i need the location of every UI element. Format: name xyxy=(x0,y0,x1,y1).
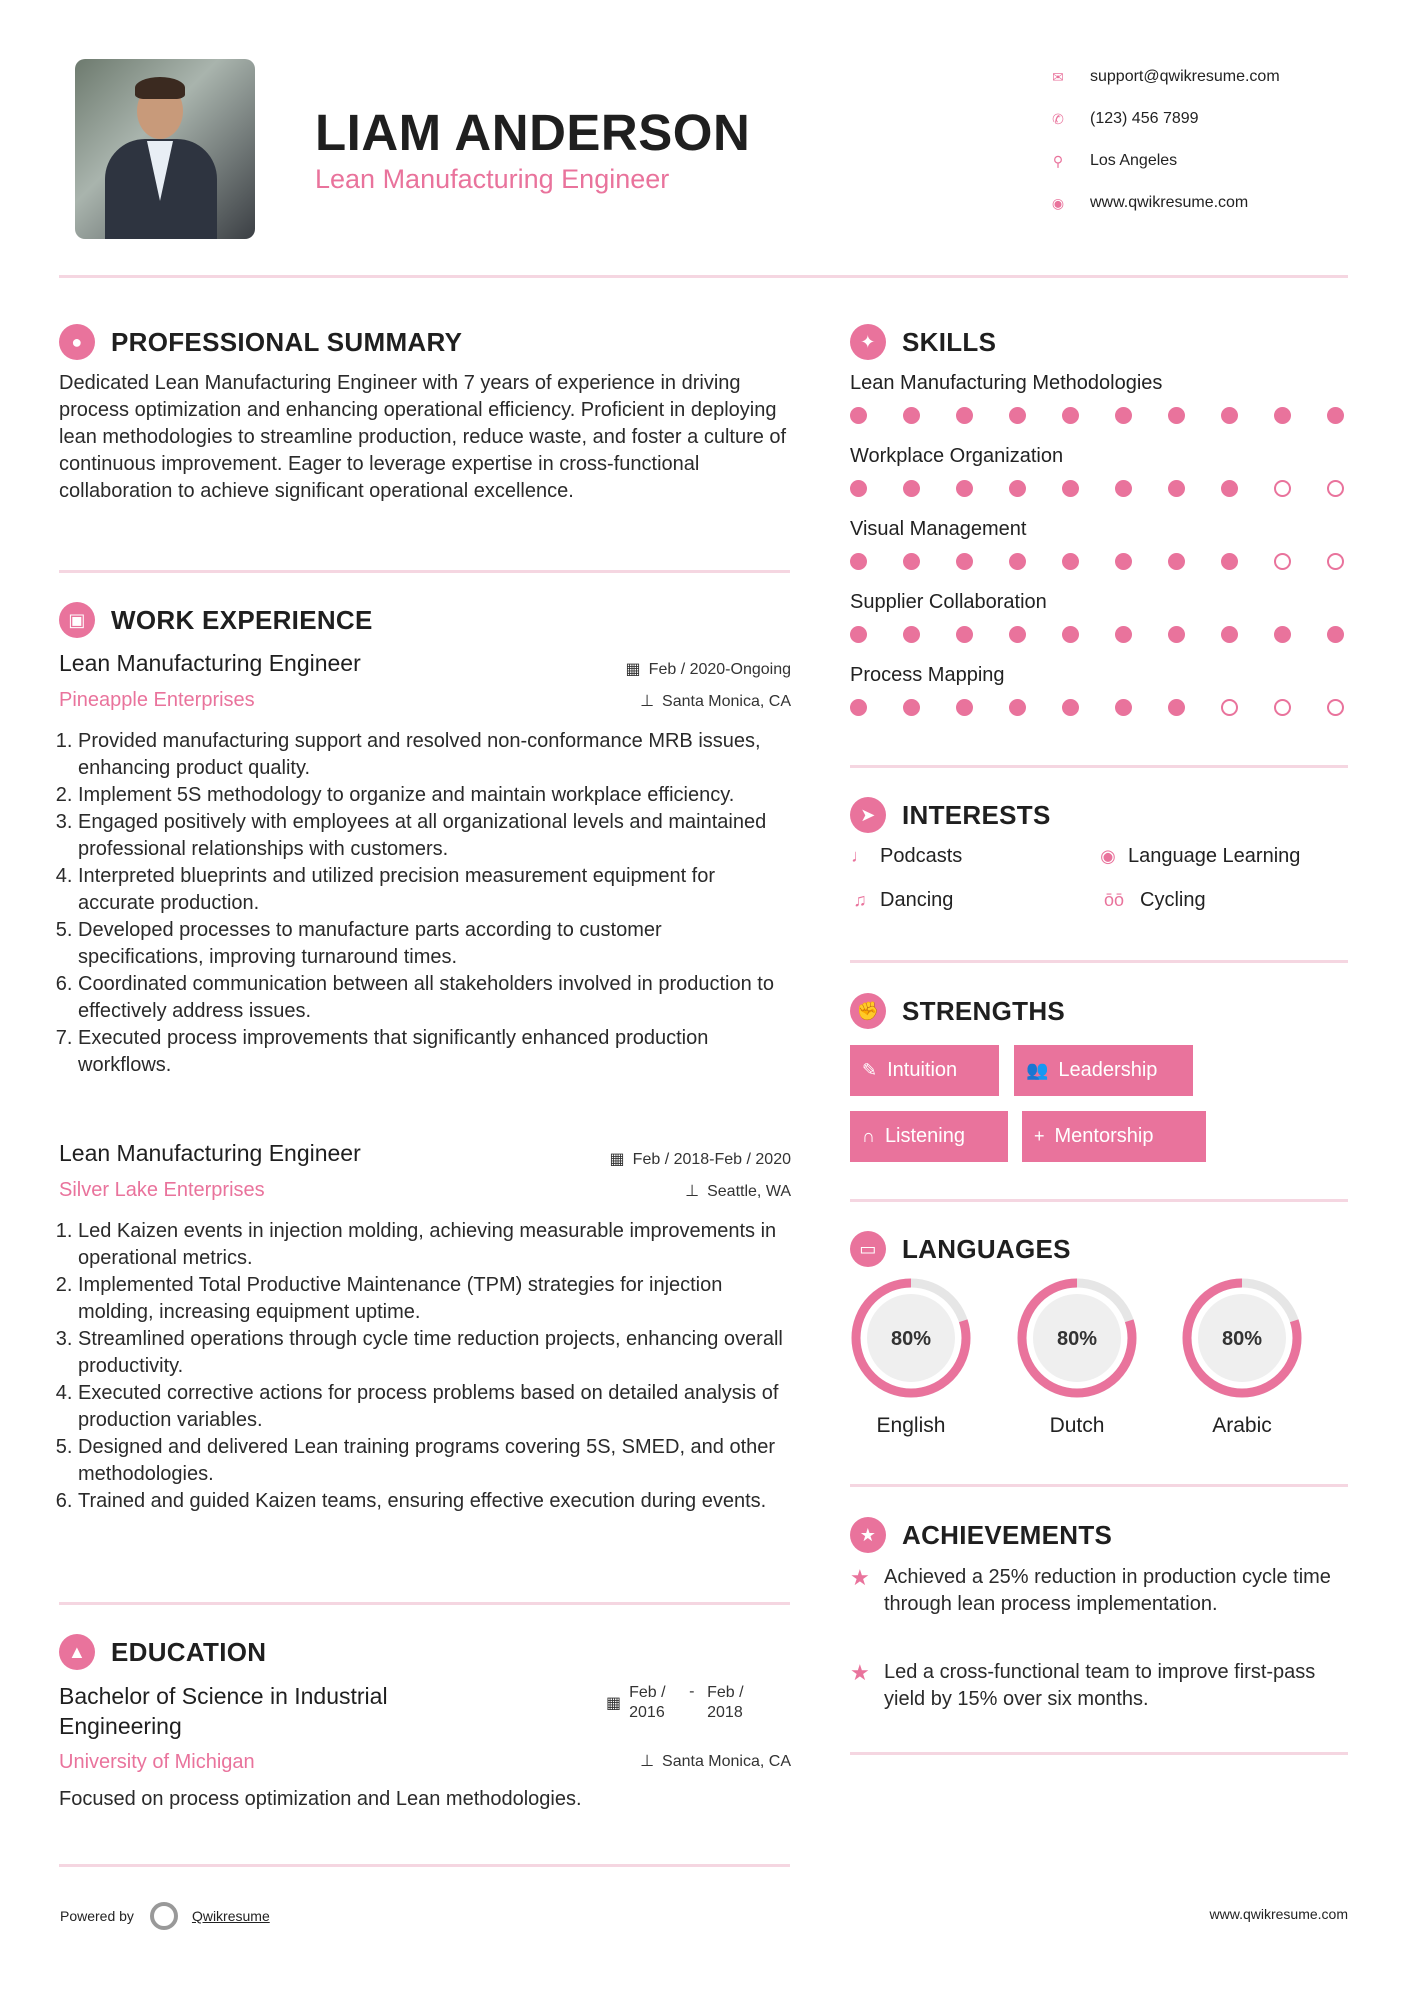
list-item: 7. Executed process improvements that significantly enhanced production workflows. xyxy=(78,1025,789,1079)
rating-dot-filled xyxy=(956,407,973,424)
rating-dot-empty xyxy=(1274,480,1291,497)
rating-dot-filled xyxy=(1115,699,1132,716)
pin-icon: ⊥ xyxy=(640,693,655,710)
rating-dot-empty xyxy=(1221,699,1238,716)
list-item: 4. Executed corrective actions for process problems based on detailed analysis of production variables. xyxy=(78,1380,789,1434)
footer-powered-by: Powered by Qwikresume xyxy=(60,1902,270,1930)
rating-dot-filled xyxy=(1274,407,1291,424)
rating-dot-filled xyxy=(850,699,867,716)
rating-dot-filled xyxy=(1115,553,1132,570)
footer-url[interactable]: www.qwikresume.com xyxy=(1209,1906,1348,1922)
job-responsibilities xyxy=(59,728,789,1079)
header-divider xyxy=(59,275,1348,278)
gauge-label: 80% xyxy=(1056,1328,1098,1350)
strengths-heading: ✊ STRENGTHS xyxy=(850,993,1065,1029)
strength-chip: ∩ Listening xyxy=(850,1111,1008,1162)
rating-dot-filled xyxy=(1221,626,1238,643)
magic-wand-icon: ✎ xyxy=(862,1060,878,1080)
rating-dot-filled xyxy=(956,626,973,643)
rating-dot-filled xyxy=(850,480,867,497)
rating-dot-filled xyxy=(850,626,867,643)
list-item: 5. Developed processes to manufacture parts according to customer specifications, improving turnaround times. xyxy=(78,917,789,971)
list-item: 2. Implement 5S methodology to organize and maintain workplace efficiency. xyxy=(78,782,789,809)
interest-item: ♩ Podcasts xyxy=(851,845,963,867)
languages-heading: ▭ LANGUAGES xyxy=(850,1231,1071,1267)
briefcase-icon: ▣ xyxy=(59,602,95,638)
user-plus-icon: + xyxy=(1034,1126,1045,1146)
skill-rating xyxy=(850,699,1344,716)
calendar-icon: ▦ xyxy=(609,1151,625,1168)
language-item xyxy=(1015,1276,1139,1438)
rating-dot-filled xyxy=(903,553,920,570)
star-badge-icon: ★ xyxy=(850,1517,886,1553)
list-item: 1. Provided manufacturing support and resolved non-conformance MRB issues, enhancing product quality. xyxy=(78,728,789,782)
language-item xyxy=(1180,1276,1304,1438)
rating-dot-filled xyxy=(903,699,920,716)
job-title: Lean Manufacturing Engineer xyxy=(59,650,361,676)
calendar-icon: ▦ xyxy=(625,661,641,678)
skill-rating xyxy=(850,553,1344,570)
rating-dot-empty xyxy=(1274,553,1291,570)
achievements-divider xyxy=(850,1752,1348,1755)
achievements-heading: ★ ACHIEVEMENTS xyxy=(850,1517,1112,1553)
rating-dot-filled xyxy=(1168,699,1185,716)
list-item: 6. Coordinated communication between all stakeholders involved in production to effectively address issues. xyxy=(78,971,789,1025)
strengths-divider xyxy=(850,1199,1348,1202)
degree-title: Bachelor of Science in Industrial Engineering xyxy=(59,1683,388,1739)
brand-link[interactable]: Qwikresume xyxy=(191,1908,270,1924)
rating-dot-filled xyxy=(1009,699,1026,716)
strength-chip: + Mentorship xyxy=(1022,1111,1206,1162)
rating-dot-filled xyxy=(1009,626,1026,643)
rating-dot-empty xyxy=(1327,553,1344,570)
rating-dot-filled xyxy=(1221,480,1238,497)
rating-dot-filled xyxy=(903,407,920,424)
rating-dot-filled xyxy=(1168,553,1185,570)
rating-dot-empty xyxy=(1274,699,1291,716)
experience-heading: ▣ WORK EXPERIENCE xyxy=(59,602,373,638)
headphones-icon: ∩ xyxy=(862,1126,875,1146)
interest-item: ◉ Language Learning xyxy=(1098,845,1300,868)
interest-item: ōō Cycling xyxy=(1098,889,1206,912)
strength-chip: 👥 Leadership xyxy=(1014,1045,1193,1096)
envelope-icon: ✉ xyxy=(1052,69,1064,85)
strength-chip: ✎ Intuition xyxy=(850,1045,999,1096)
lightbulb-icon: ✦ xyxy=(850,324,886,360)
language-gauge xyxy=(849,1276,973,1400)
job-company: Silver Lake Enterprises xyxy=(59,1179,265,1201)
list-item: 1. Led Kaizen events in injection molding, achieving measurable improvements in operational metrics. xyxy=(78,1218,789,1272)
education-dates: ▦ Feb / 2016 - Feb / 2018 xyxy=(606,1683,744,1721)
rating-dot-filled xyxy=(1062,626,1079,643)
contact-list xyxy=(1050,56,1280,224)
education-divider xyxy=(59,1864,790,1867)
rating-dot-filled xyxy=(1221,407,1238,424)
rating-dot-filled xyxy=(1009,553,1026,570)
job-responsibilities xyxy=(59,1218,789,1515)
job-dates: ▦ Feb / 2018-Feb / 2020 xyxy=(609,1151,791,1168)
gauge-label: 80% xyxy=(1221,1328,1263,1350)
language-item xyxy=(849,1276,973,1438)
language-name: Dutch xyxy=(1049,1414,1105,1437)
job-company: Pineapple Enterprises xyxy=(59,689,255,711)
skill-name: Visual Management xyxy=(850,518,1027,540)
summary-text: Dedicated Lean Manufacturing Engineer with 7 years of experience in driving process optimization and enhancing operational efficiency. Proficient in deploying lean methodologies to streamline production, reduce waste, and foster a culture of continuous improvement. Eager to leverage expertise in cross-functional collaboration to achieve significant operational excellence. xyxy=(59,372,787,502)
list-item: 3. Streamlined operations through cycle time reduction projects, enhancing overall productivity. xyxy=(78,1326,789,1380)
job-location: ⊥ Seattle, WA xyxy=(685,1183,791,1200)
skill-name: Workplace Organization xyxy=(850,445,1064,467)
globe-icon: ◉ xyxy=(1100,846,1116,866)
contact-location: ⚲ Los Angeles xyxy=(1050,140,1280,182)
skills-heading: ✦ SKILLS xyxy=(850,324,996,360)
skills-divider xyxy=(850,765,1348,768)
rating-dot-filled xyxy=(1168,407,1185,424)
music-note-icon: ♫ xyxy=(853,890,867,910)
candidate-role: Lean Manufacturing Engineer xyxy=(315,164,670,194)
summary-divider xyxy=(59,570,790,573)
rating-dot-filled xyxy=(1115,480,1132,497)
education-heading: ▲ EDUCATION xyxy=(59,1634,266,1670)
rating-dot-filled xyxy=(1221,553,1238,570)
language-gauge xyxy=(1180,1276,1304,1400)
rating-dot-filled xyxy=(1168,480,1185,497)
qwikresume-logo-icon xyxy=(150,1902,178,1930)
rating-dot-filled xyxy=(850,553,867,570)
summary-heading: ● PROFESSIONAL SUMMARY xyxy=(59,324,462,360)
job-title: Lean Manufacturing Engineer xyxy=(59,1140,361,1166)
fist-icon: ✊ xyxy=(850,993,886,1029)
experience-divider xyxy=(59,1602,790,1605)
rating-dot-filled xyxy=(1274,626,1291,643)
list-item: 5. Designed and delivered Lean training programs covering 5S, SMED, and other methodologies. xyxy=(78,1434,789,1488)
skill-rating xyxy=(850,407,1344,424)
rating-dot-filled xyxy=(1327,626,1344,643)
skill-name: Lean Manufacturing Methodologies xyxy=(850,372,1163,394)
pin-icon: ⊥ xyxy=(685,1183,700,1200)
gauge-label: 80% xyxy=(890,1328,932,1350)
contact-website[interactable]: ◉ www.qwikresume.com xyxy=(1051,194,1249,211)
star-icon: ★ xyxy=(850,1565,870,1590)
achievement-item: ★ Achieved a 25% reduction in production cycle time through lean process implementation. xyxy=(850,1564,1348,1618)
skill-rating xyxy=(850,626,1344,643)
rating-dot-filled xyxy=(1009,407,1026,424)
phone-icon: ✆ xyxy=(1052,111,1064,127)
skill-rating xyxy=(850,480,1344,497)
users-icon: 👥 xyxy=(1026,1060,1049,1080)
languages-divider xyxy=(850,1484,1348,1487)
language-name: Arabic xyxy=(1212,1414,1272,1437)
paper-plane-icon: ➤ xyxy=(850,797,886,833)
graduation-cap-icon: ▲ xyxy=(59,1634,95,1670)
rating-dot-filled xyxy=(1062,699,1079,716)
rating-dot-filled xyxy=(1327,407,1344,424)
language-card-icon: ▭ xyxy=(850,1231,886,1267)
list-item: 2. Implemented Total Productive Maintenance (TPM) strategies for injection molding, increasing equipment uptime. xyxy=(78,1272,789,1326)
list-item: 6. Trained and guided Kaizen teams, ensuring effective execution during events. xyxy=(78,1488,789,1515)
rating-dot-filled xyxy=(1115,407,1132,424)
education-location: ⊥ Santa Monica, CA xyxy=(640,1753,791,1770)
rating-dot-empty xyxy=(1327,699,1344,716)
rating-dot-filled xyxy=(1009,480,1026,497)
map-pin-icon: ⚲ xyxy=(1052,153,1064,169)
rating-dot-filled xyxy=(1062,480,1079,497)
school-name: University of Michigan xyxy=(59,1751,255,1773)
achievement-item: ★ Led a cross-functional team to improve first-pass yield by 15% over six months. xyxy=(850,1659,1348,1713)
pin-icon: ⊥ xyxy=(640,1753,655,1770)
contact-phone[interactable]: ✆ (123) 456 7899 xyxy=(1050,98,1280,140)
list-item: 3. Engaged positively with employees at all organizational levels and maintained professional relationships with customers. xyxy=(78,809,789,863)
candidate-name: LIAM ANDERSON xyxy=(315,104,751,161)
rating-dot-filled xyxy=(1062,553,1079,570)
user-icon: ● xyxy=(59,324,95,360)
star-icon: ★ xyxy=(850,1660,870,1685)
interests-heading: ➤ INTERESTS xyxy=(850,797,1051,833)
language-gauge xyxy=(1015,1276,1139,1400)
rating-dot-filled xyxy=(956,699,973,716)
job-dates: ▦ Feb / 2020-Ongoing xyxy=(625,661,791,678)
rating-dot-filled xyxy=(903,480,920,497)
interests-divider xyxy=(850,960,1348,963)
language-name: English xyxy=(876,1414,946,1437)
skill-name: Supplier Collaboration xyxy=(850,591,1047,613)
profile-photo xyxy=(75,59,255,239)
rating-dot-filled xyxy=(850,407,867,424)
contact-email[interactable]: ✉ support@qwikresume.com xyxy=(1050,56,1280,98)
job-location: ⊥ Santa Monica, CA xyxy=(640,693,791,710)
rating-dot-filled xyxy=(1168,626,1185,643)
skill-name: Process Mapping xyxy=(850,664,1005,686)
microphone-icon: ♩ xyxy=(851,846,869,866)
rating-dot-filled xyxy=(1115,626,1132,643)
education-description: Focused on process optimization and Lean methodologies. xyxy=(59,1788,582,1810)
rating-dot-filled xyxy=(956,480,973,497)
rating-dot-filled xyxy=(956,553,973,570)
rating-dot-empty xyxy=(1327,480,1344,497)
bicycle-icon: ōō xyxy=(1103,890,1125,910)
calendar-icon: ▦ xyxy=(606,1695,622,1712)
rating-dot-filled xyxy=(903,626,920,643)
rating-dot-filled xyxy=(1062,407,1079,424)
globe-icon: ◉ xyxy=(1051,195,1065,211)
interest-item: ♫ Dancing xyxy=(850,889,953,912)
list-item: 4. Interpreted blueprints and utilized precision measurement equipment for accurate production. xyxy=(78,863,789,917)
